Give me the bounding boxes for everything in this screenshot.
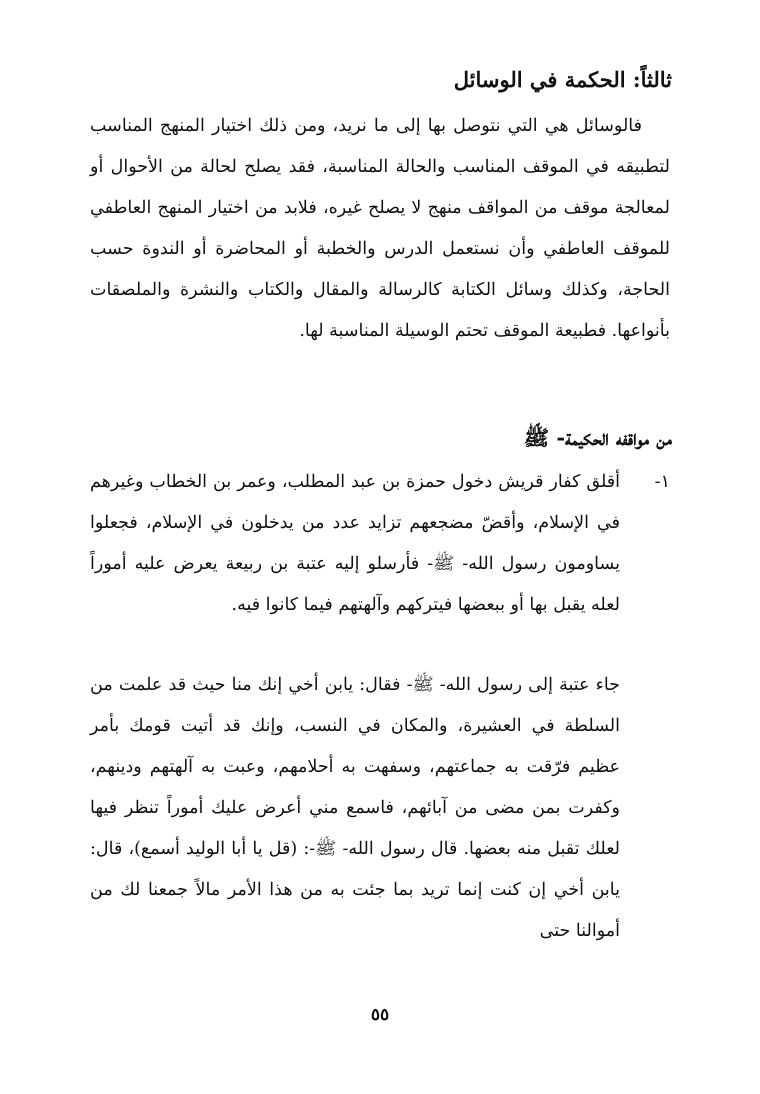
paragraph-utba-speech: جاء عتبة إلى رسول الله- ﷺ- فقال: يابن أخي إنك منا حيث قد علمت من السلطة في العشيرة، والمكان في النسب، وإنك قد أتيت قومك بأمر عظيم فرّقت به جماعتهم، وسفهت به أحلامهم، وعبت به آلهتهم ودينهم، وكفرت بمن مضى من آبائهم، فاسمع مني أعرض عليك أموراً تنظر فيها لعلك تقبل منه بعضها. قال رسول الله- ﷺ-: (قل يا أبا الوليد أسمع)، قال: يابن أخي إن كنت إنما تريد بما جئت به من هذا الأمر مالاً جمعنا لك من أموالنا حتى	[90, 675, 620, 941]
paragraph-means: فالوسائل هي التي نتوصل بها إلى ما نريد، ومن ذلك اختيار المنهج المناسب لتطبيقه في الموقف المناسب والحالة المناسبة، فقد يصلح لحالة من الأحوال أو لمعالجة موقف من المواقف منهج لا يصلح غيره، فلابد من اختيار المنهج العاطفي للموقف العاطفي وأن نستعمل الدرس والخطبة أو المحاضرة أو الندوة حسب الحاجة، وكذلك وسائل الكتابة كالرسالة والمقال والكتاب والنشرة والملصقات بأنواعها. فطبيعة الموقف تحتم الوسيلة المناسبة لها.	[90, 116, 670, 341]
list-item-text: أقلق كفار قريش دخول حمزة بن عبد المطلب، وعمر بن الخطاب وغيرهم في الإسلام، وأقضّ مضجعهم تزايد عدد من يدخلون في الإسلام، فجعلوا يساومون رسول الله- ﷺ- فأرسلو إليه عتبة بن ربيعة يعرض عليه أموراً لعله يقبل بها أو ببعضها فيتركهم وآلهتهم فيما كانوا فيه.	[90, 472, 620, 615]
subheading-wise-situations: من مواقفه الحكيمة- ﷺ	[523, 425, 672, 450]
list-item-number: ١-	[654, 472, 670, 492]
page-number: ٥٥	[370, 1005, 390, 1025]
section-heading: ثالثاً: الحكمة في الوسائل	[453, 67, 672, 92]
list-item	[90, 462, 670, 626]
